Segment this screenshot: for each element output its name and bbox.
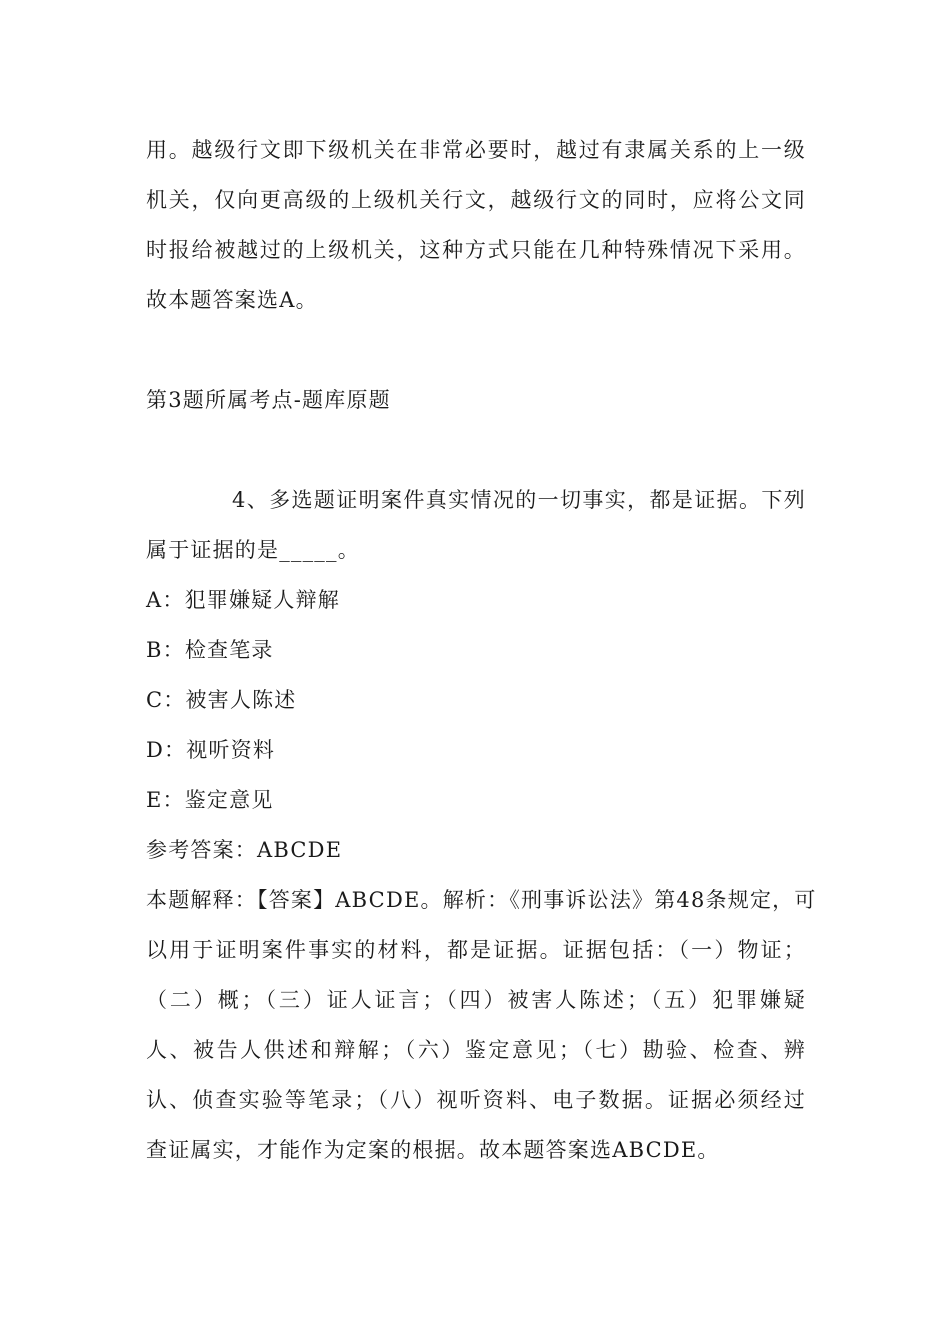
prev-explanation-line-4: 故本题答案选A。 [146,288,318,312]
explanation-line-5: 认、侦查实验等笔录；（八）视听资料、电子数据。证据必须经过 [146,1088,806,1112]
explanation-line-1: 本题解释：【答案】ABCDE。解析：《刑事诉讼法》第48条规定，可 [146,888,817,912]
explanation-line-3: （二）概；（三）证人证言；（四）被害人陈述；（五）犯罪嫌疑 [146,988,806,1012]
reference-answer: 参考答案：ABCDE [146,838,343,862]
option-e: E：鉴定意见 [146,788,274,812]
prev-explanation-line-1: 用。越级行文即下级机关在非常必要时，越过有隶属关系的上一级 [146,138,806,162]
question4-stem-line-2: 属于证据的是_____。 [146,538,360,562]
option-c: C：被害人陈述 [146,688,297,712]
explanation-line-6: 查证属实，才能作为定案的根据。故本题答案选ABCDE。 [146,1138,720,1162]
prev-explanation-line-2: 机关，仅向更高级的上级机关行文，越级行文的同时，应将公文同 [146,188,806,212]
explanation-line-2: 以用于证明案件事实的材料，都是证据。证据包括：（一）物证； [146,938,806,962]
option-d: D：视听资料 [146,738,276,762]
option-a: A：犯罪嫌疑人辩解 [146,588,340,612]
prev-explanation-line-3: 时报给被越过的上级机关，这种方式只能在几种特殊情况下采用。 [146,238,806,262]
option-b: B：检查笔录 [146,638,274,662]
explanation-line-4: 人、被告人供述和辩解；（六）鉴定意见；（七）勘验、检查、辨 [146,1038,806,1062]
q3-topic-heading: 第3题所属考点-题库原题 [146,388,391,412]
question4-stem-line-1: 4、多选题证明案件真实情况的一切事实，都是证据。下列 [232,488,806,512]
